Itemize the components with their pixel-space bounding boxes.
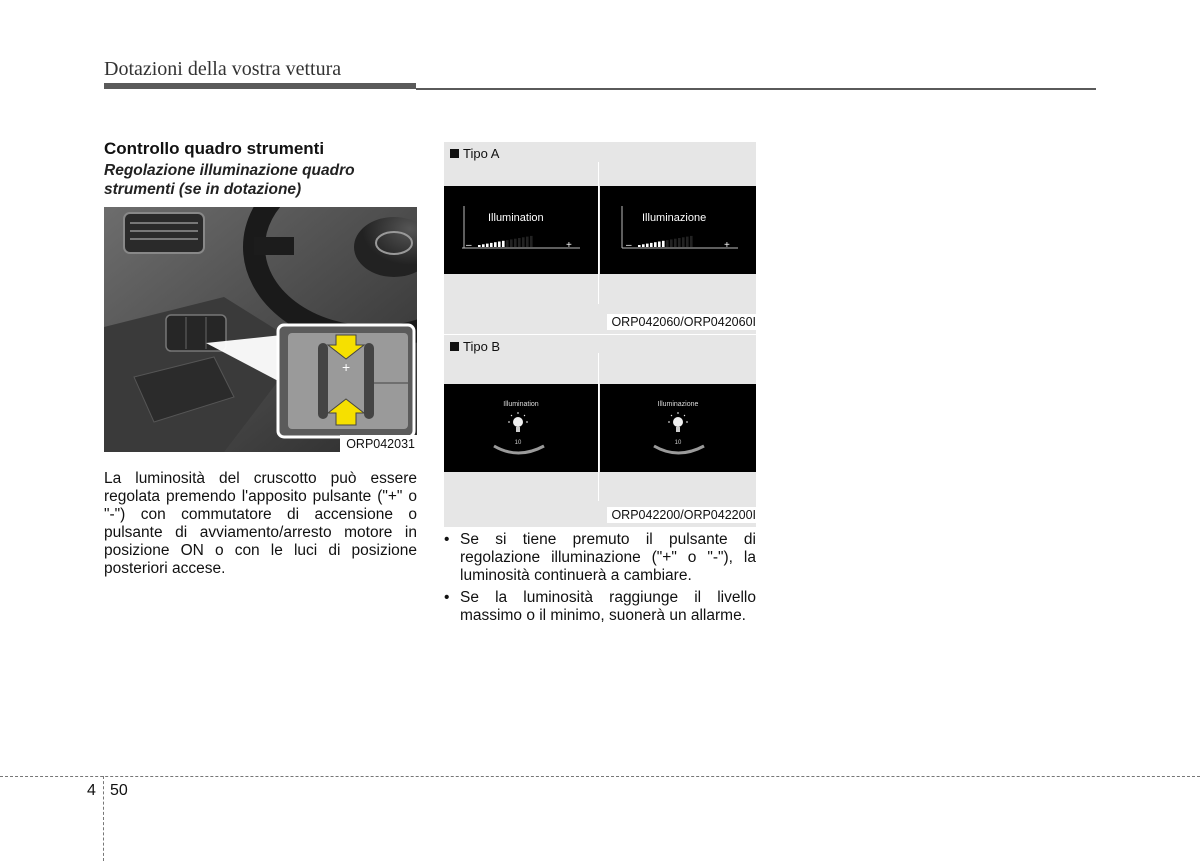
level-bar <box>690 236 693 247</box>
bullet-list <box>444 531 756 629</box>
level-bar <box>686 237 689 247</box>
level-bar <box>658 242 661 248</box>
list-item: • Se si tiene premuto il pulsante di regolazione illuminazione ("+" o "-"), la luminosità continuerà a cambiare. <box>444 531 756 584</box>
display-title: Illumination <box>503 401 539 408</box>
level-bar <box>674 239 677 247</box>
figure-code: ORP042031 <box>340 435 417 452</box>
square-bullet-icon <box>450 342 459 351</box>
level-bar <box>494 242 497 247</box>
plus-label: + <box>566 240 572 251</box>
footer-vertical-rule <box>103 776 104 861</box>
section-subtitle: Regolazione illuminazione quadro strumenti (se in dotazione) <box>104 162 355 198</box>
level-bar <box>682 237 685 247</box>
plus-symbol: + <box>342 359 351 375</box>
level-bar <box>638 245 641 247</box>
display-screen-en <box>444 384 598 472</box>
header-rule-thin <box>416 88 1096 90</box>
chapter-number: 4 <box>87 782 96 799</box>
level-bar <box>510 239 513 247</box>
minus-label: – <box>466 240 472 251</box>
display-title: Illumination <box>488 212 544 224</box>
dashboard-illustration <box>104 207 417 452</box>
level-bar <box>530 236 533 247</box>
page-number: 50 <box>110 782 128 799</box>
level-bar <box>522 237 525 247</box>
display-screen-en <box>444 186 598 274</box>
figure-divider <box>598 162 599 304</box>
figure-divider <box>598 353 599 501</box>
figure-tipo-a <box>444 142 756 334</box>
level-bar <box>498 242 501 248</box>
body-paragraph: La luminosità del cruscotto può essere regolata premendo l'apposito pulsante ("+" o "-") con commutatore di accensione o pulsante di avviamento/arresto motore in posizione ON o con le luci di posizione posteriori accese. <box>104 470 417 577</box>
dashboard-photo <box>104 207 417 452</box>
level-bar <box>642 244 645 247</box>
level-bar <box>502 241 505 247</box>
level-bar <box>666 240 669 247</box>
level-bar <box>482 244 485 247</box>
level-bar <box>646 244 649 247</box>
figure-code: ORP042060/ORP042060I <box>607 314 756 330</box>
level-bar <box>670 239 673 247</box>
bulb-icon <box>513 417 523 427</box>
level-bar <box>662 241 665 247</box>
display-title: Illuminazione <box>657 401 699 408</box>
bulb-icon <box>673 417 683 427</box>
figure-code: ORP042200/ORP042200I <box>607 507 756 523</box>
level-bar <box>526 237 529 247</box>
minus-label: – <box>626 240 632 251</box>
square-bullet-icon <box>450 149 459 158</box>
level-bar <box>506 240 509 247</box>
display-screen-it <box>600 186 756 274</box>
figure-label: Tipo A <box>450 146 499 161</box>
plus-label: + <box>724 240 730 251</box>
figure-tipo-b <box>444 335 756 527</box>
level-bar <box>518 238 521 247</box>
list-item: • Se la luminosità raggiunge il livello massimo o il minimo, suonerà un allarme. <box>444 589 756 624</box>
display-title: Illuminazione <box>642 212 707 224</box>
level-bar <box>490 243 493 247</box>
level-bar <box>654 242 657 247</box>
level-bar <box>478 245 481 247</box>
level-bars <box>478 236 533 247</box>
level-bar <box>514 239 517 247</box>
figure-label: Tipo B <box>450 339 500 354</box>
level-bar <box>678 238 681 247</box>
level-bar <box>486 244 489 247</box>
level-bar <box>650 243 653 247</box>
header-rule <box>104 83 416 89</box>
running-header: Dotazioni della vostra vettura <box>104 58 342 80</box>
section-title: Controllo quadro strumenti <box>104 139 325 158</box>
level-value: 10 <box>674 440 682 446</box>
display-screen-it <box>600 384 756 472</box>
level-value: 10 <box>514 440 522 446</box>
level-bars <box>638 236 693 247</box>
footer-rule <box>0 776 1200 777</box>
